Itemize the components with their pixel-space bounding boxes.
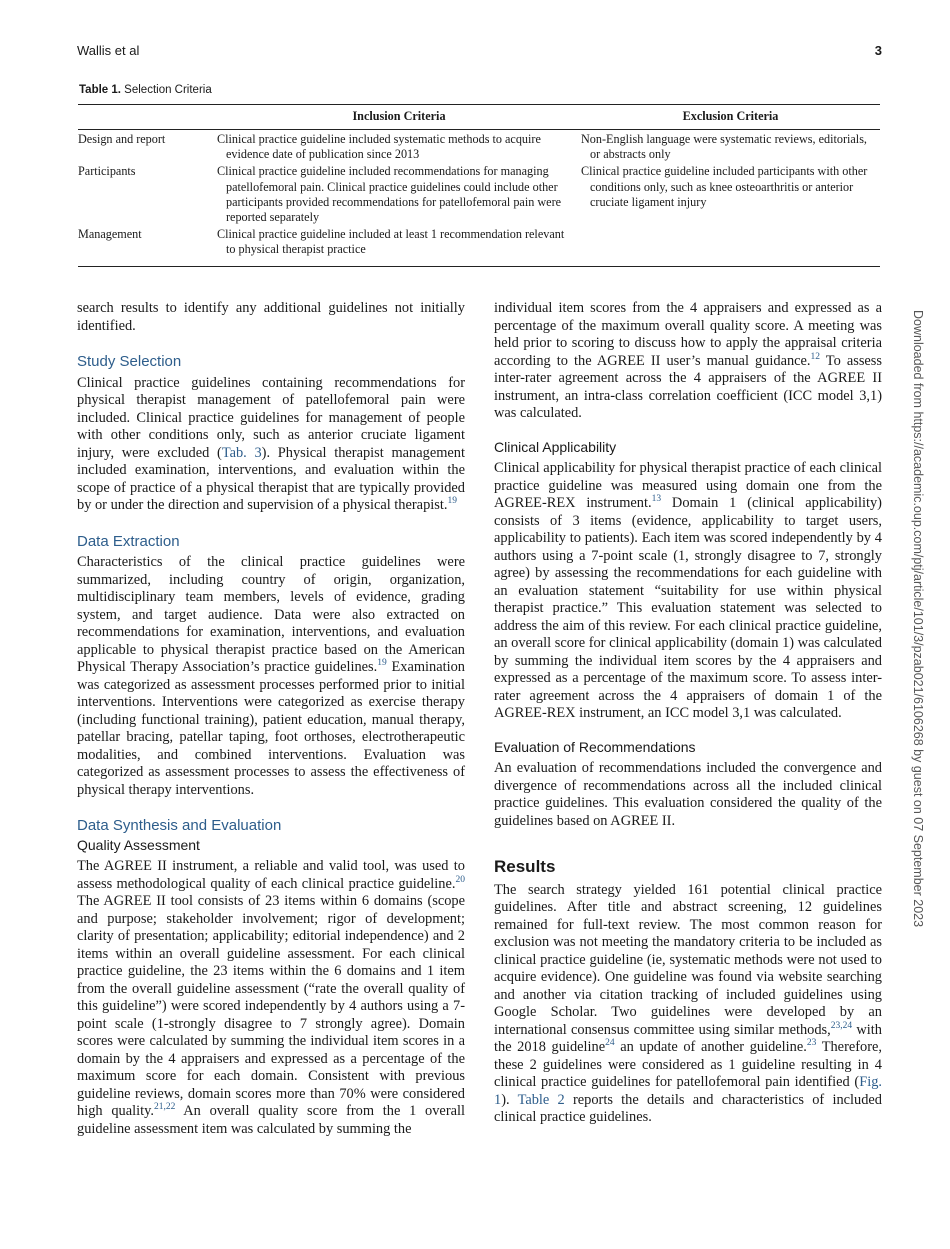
inclusion-cell: Clinical practice guideline included at least 1 recommendation relevant to physical therapist practice — [217, 227, 565, 257]
section-heading-study-selection: Study Selection — [77, 353, 182, 370]
table-3-link[interactable]: Tab. 3 — [221, 444, 262, 461]
table-header-row — [78, 105, 880, 130]
table-2-link[interactable]: Table 2 — [517, 1091, 565, 1108]
reference-20[interactable]: 20 — [455, 874, 465, 885]
reference-19[interactable]: 19 — [377, 658, 387, 669]
table-row — [78, 130, 880, 162]
page-number: 3 — [874, 43, 882, 58]
reference-21[interactable]: 21 — [153, 1102, 164, 1113]
download-watermark-text: Downloaded from https://academic.oup.com/ptj/article/101/3/pzab021/6106268 by guest on 07 September 2023 — [911, 310, 925, 928]
table-row — [78, 162, 880, 225]
table-header-inclusion: Inclusion Criteria — [352, 109, 446, 124]
selection-criteria-table — [78, 104, 880, 267]
row-label: Design and report — [78, 132, 166, 146]
right-column — [494, 300, 882, 1127]
section-heading-results: Results — [494, 857, 556, 876]
running-head: Wallis et al — [77, 43, 140, 58]
reference-12[interactable]: 12 — [810, 351, 821, 362]
reference-13[interactable]: 13 — [651, 494, 662, 505]
paragraph: An evaluation of recommendations included the convergence and divergence of recommendations across all the included clinical practice guidelines. This evaluation considered the quality of the guidelines based on AGREE II. — [494, 760, 882, 829]
reference-23[interactable]: 23 — [830, 1020, 841, 1031]
row-label: Management — [78, 227, 142, 242]
exclusion-cell: Clinical practice guideline included participants with other conditions only, such as knee osteoarthritis or anterior cruciate ligament injury — [581, 164, 868, 209]
section-heading-data-synthesis: Data Synthesis and Evaluation — [77, 817, 282, 834]
paragraph: Clinical applicability for physical therapist practice of each clinical practice guideline was measured using domain one from the AGREE-REX instrument.$^{13}$ Domain 1 (clinical applicability) consists of 3 items (evidence, applicability to target users, applicability to patients). Each item was scored independently by 4 authors using a 7-point scale (1, strongly disagree to 7, strongly agree) by assessing the recommendations for each guideline with an evaluation statement “suitability for use within physical therapist practice.” This evaluation statement was selected to address the aim of this review. For each clinical practice guideline, an overall score for clinical applicability (domain 1) was calculated by summing the individual item scores by the 4 appraisers and expressed as a percentage of the maximum score. To assess inter-rater agreement across the 4 appraisers of domain 1 of the AGREE-REX instrument, an ICC model 3,1 was calculated. — [494, 460, 882, 721]
reference-19[interactable]: 19 — [447, 496, 457, 507]
paragraph: individual item scores from the 4 appraisers and expressed as a percentage of the maximum overall quality score. A meeting was held prior to scoring to discuss how to apply the appraisal criteria according to the AGREE II user’s manual guidance.$^{12}$ To assess inter-rater agreement across the 4 appraisers of the AGREE II instrument, an intra-class correlation coefficient (ICC model 3,1) was calculated. — [494, 300, 883, 421]
download-watermark — [909, 310, 929, 950]
table-row — [78, 225, 880, 265]
subheading-quality-assessment: Quality Assessment — [77, 836, 200, 853]
row-label: Participants — [78, 164, 136, 179]
paragraph: Characteristics of the clinical practice guidelines were summarized, including country of origin, organization, multidisciplinary team members, levels of evidence, grading system, and target audience. Data were also extracted on recommendations for examination, interventions, and evaluation applicable to physical therapist practice based on the American Physical Therapy Association’s practice guidelines.$^{19}$ Examination was categorized as assessment processes performed prior to initial interventions. Interventions were categorized as exercise therapy (including functional training), patient education, manual therapy, patellar bracing, patellar taping, foot orthoses, electrotherapeutic modalities, and combined interventions. Evaluation was categorized as assessment processes to assess the effectiveness of physical therapy interventions. — [77, 554, 465, 798]
reference-23[interactable]: 23 — [806, 1038, 817, 1049]
inclusion-cell: Clinical practice guideline included systematic methods to acquire evidence date of publication since 2013 — [217, 132, 541, 162]
section-heading-data-extraction: Data Extraction — [77, 532, 180, 550]
paragraph: The AGREE II instrument, a reliable and valid tool, was used to assess methodological quality of each clinical practice guideline.$^{20}$ The AGREE II tool consists of 23 items within 6 domains (scope and purpose; stakeholder involvement; rigor of development; clarity of presentation; applicability; editorial independence) and 2 items within an overall guideline assessment. For each clinical practice guideline, the 23 items within the 6 domains and 1 item from the overall guideline assessment (“rate the overall quality of this guideline”) were scored independently by 4 authors using a 7-point scale (1-strongly disagree to 7 strongly agree). Domain scores were calculated by summing the individual item scores in a domain by the 4 appraisers and expressed as a percentage of the maximum score for each domain. Consistent with previous guideline reviews, domain scores more than 70% were considered high quality.$^{21,22}$ An overall quality score from the 1 overall guideline assessment item was calculated by summing the — [77, 858, 466, 1137]
reference-24[interactable]: 24 — [842, 1020, 853, 1031]
table-caption-label: Table 1. — [79, 84, 121, 96]
table-caption-text: Selection Criteria — [124, 84, 212, 96]
reference-24[interactable]: 24 — [605, 1038, 615, 1049]
subheading-clinical-applicability: Clinical Applicability — [494, 438, 617, 455]
inclusion-cell: Clinical practice guideline included recommendations for managing patellofemoral pain. Clinical practice guidelines could include other participants provided recommendations for patellofemoral pain were reported separately — [217, 164, 562, 225]
paragraph: search results to identify any additional guidelines not initially identified. — [77, 300, 465, 334]
reference-22[interactable]: 22 — [165, 1102, 176, 1113]
left-column — [77, 300, 465, 1138]
figure-1-link[interactable]: Fig. 1 — [494, 1074, 882, 1108]
exclusion-cell: Non-English language were systematic reviews, editorials, or abstracts only — [581, 132, 867, 162]
paragraph: The search strategy yielded 161 potential clinical practice guidelines. After title and abstract screening, 12 guidelines remained for full-text review. The most common reason for exclusion was not meeting the mandatory criteria to be included as clinical practice guideline (ie, systematic methods were not used to acquire evidence). One guideline was found via website searching and another via citation tracking of included guidelines using Google Scholar. Two guidelines were developed by an international consensus committee using similar methods,$^{23,24}$ with the 2018 guideline$^{24}$ an update of another guideline.$^{23}$ Therefore, these 2 guidelines were considered as 1 guideline resulting in 4 clinical practice guidelines for patellofemoral pain identified (Fig. 1). Table 2 reports the details and characteristics of included clinical practice guidelines. — [494, 881, 883, 1125]
table-header-exclusion: Exclusion Criteria — [682, 109, 779, 124]
paragraph: Clinical practice guidelines containing recommendations for physical therapist management of patellofemoral pain were included. Clinical practice guidelines for management of people with other conditions only, such as anterior cruciate ligament injury, were excluded (Tab. 3). Physical therapist management included examination, interventions, and evaluation within the scope of practice of a physical therapist that are typically provided by or under the direction and supervision of a physical therapist.$^{19}$ — [77, 374, 465, 513]
subheading-evaluation-of-recommendations: Evaluation of Recommendations — [494, 738, 696, 755]
table-caption — [79, 84, 212, 96]
